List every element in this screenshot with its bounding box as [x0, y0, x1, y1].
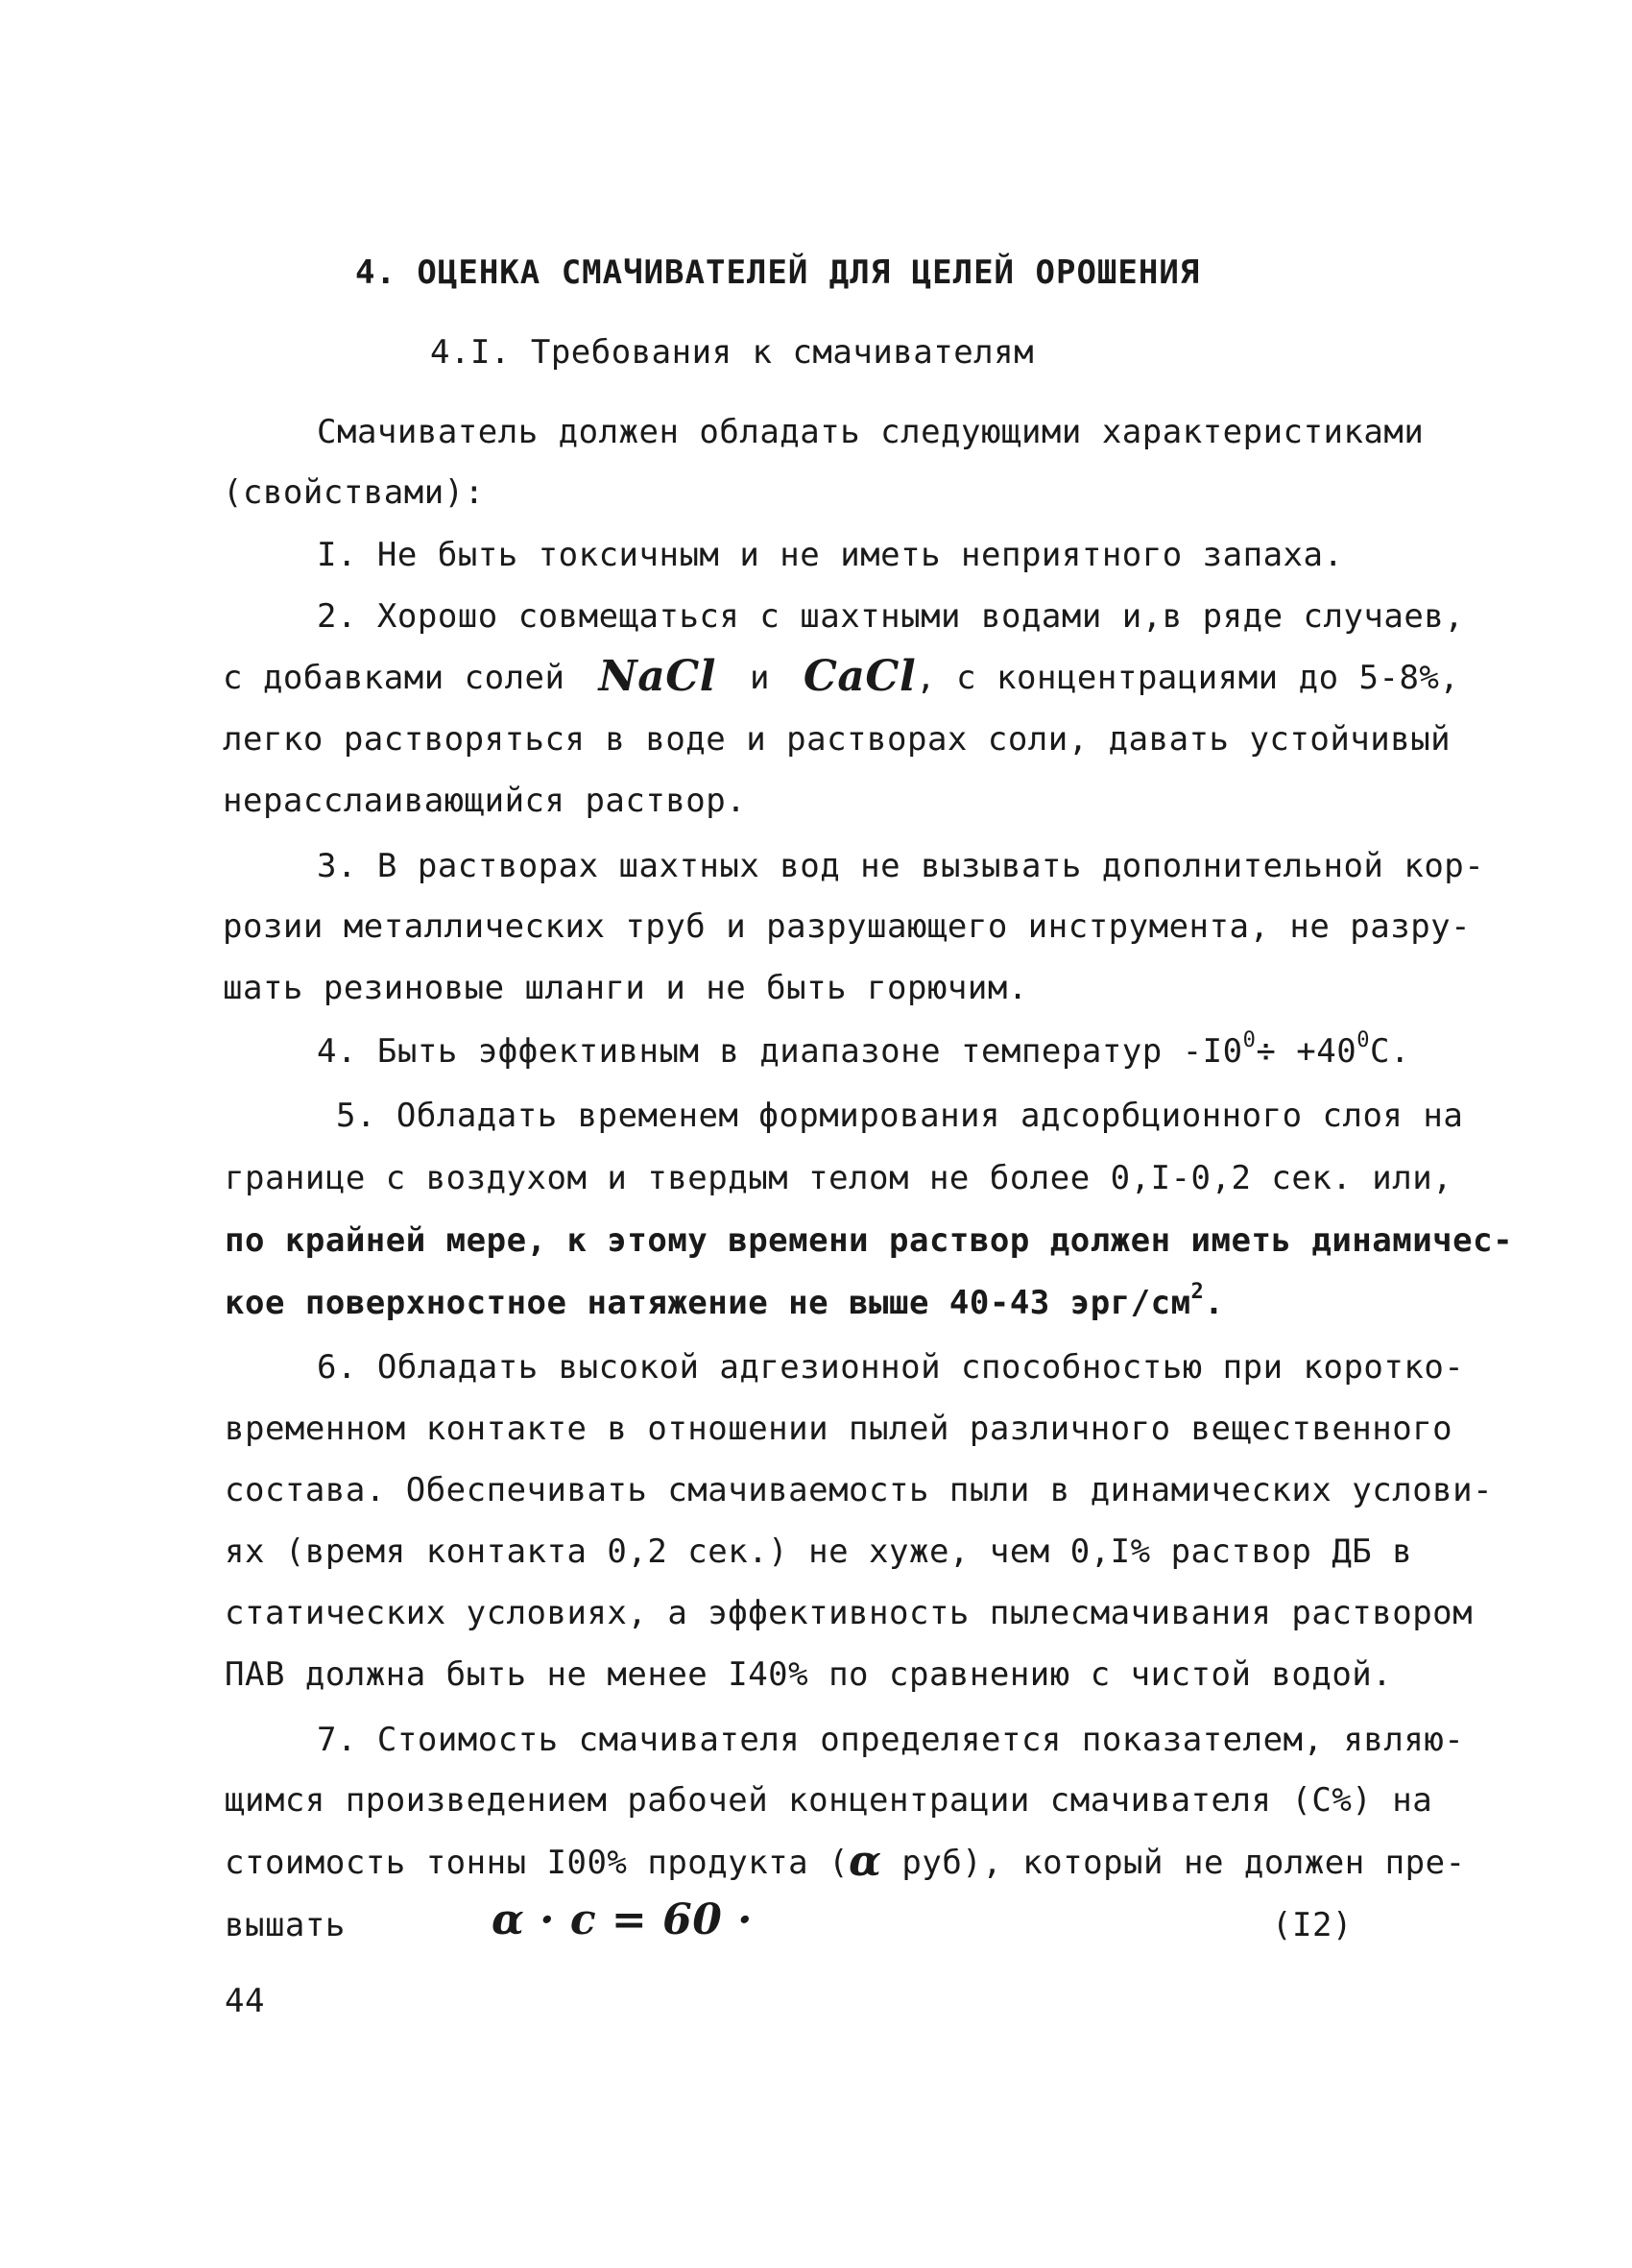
equation-number: (I2) — [1272, 1906, 1353, 1944]
section-title: 4. ОЦЕНКА СМАЧИВАТЕЛЕЙ ДЛЯ ЦЕЛЕЙ ОРОШЕНИЯ — [355, 253, 1201, 292]
section-subtitle: 4.I. Требования к смачивателям — [430, 333, 1035, 372]
paragraph-line — [225, 1282, 1224, 1324]
formula-cacl: CaCl — [803, 652, 917, 701]
line-text: ÷ +40 — [1256, 1032, 1357, 1071]
paragraph-line: шать резиновые шланги и не быть горючим. — [223, 969, 1028, 1007]
paragraph-line: розии металлических труб и разрушающего инструмента, не разру- — [223, 907, 1472, 946]
paragraph-line: ях (время контакта 0,2 сек.) не хуже, чем 0,I% раствор ДБ в — [225, 1532, 1413, 1571]
paragraph-line: легко растворяться в воде и растворах соли, давать устойчивый — [223, 720, 1452, 759]
superscript: 0 — [1356, 1028, 1370, 1052]
cost-formula: α · c = 60 · — [492, 1895, 753, 1944]
list-item-1: I. Не быть токсичным и не иметь неприятного запаха. — [317, 536, 1344, 574]
paragraph-line: Смачиватель должен обладать следующими характеристиками — [317, 413, 1425, 451]
list-item-3: 3. В растворах шахтных вод не вызывать дополнительной кор- — [317, 847, 1485, 885]
formula-alpha: α — [849, 1837, 882, 1886]
list-item-2: 2. Хорошо совмещаться с шахтными водами и,в ряде случаев, — [317, 597, 1465, 636]
paragraph-line: вышать — [225, 1906, 346, 1944]
paragraph-line: статических условиях, а эффективность пылесмачивания раствором — [225, 1594, 1474, 1632]
list-item-5: 5. Обладать временем формирования адсорбционного слоя на — [336, 1097, 1464, 1135]
line-text: С. — [1369, 1032, 1410, 1071]
superscript: 2 — [1190, 1280, 1205, 1304]
paragraph-line — [223, 652, 1460, 701]
line-text: с добавками солей — [223, 659, 565, 697]
formula-nacl: NaCl — [598, 652, 716, 701]
line-text: 4. Быть эффективным в диапазоне температур -I0 — [317, 1032, 1243, 1071]
paragraph-line: щимся произведением рабочей концентрации смачивателя (С%) на — [225, 1781, 1433, 1820]
paragraph-line: (свойствами): — [223, 473, 485, 512]
list-item-4 — [317, 1030, 1410, 1073]
page-number: 44 — [225, 1982, 265, 2020]
line-text: , с концентрациями до 5-8%, — [916, 659, 1460, 697]
paragraph-line: нерасслаивающийся раствор. — [223, 782, 747, 820]
paragraph-line: границе с воздухом и твердым телом не более 0,I-0,2 сек. или, — [225, 1159, 1453, 1197]
list-item-7: 7. Стоимость смачивателя определяется показателем, являю- — [317, 1721, 1465, 1759]
paragraph-line — [225, 1837, 1466, 1886]
superscript: 0 — [1242, 1028, 1257, 1052]
line-text: . — [1204, 1284, 1225, 1322]
paragraph-line: временном контакте в отношении пылей различного вещественного — [225, 1410, 1453, 1448]
line-text: кое поверхностное натяжение не выше 40-43 эрг/см — [225, 1284, 1191, 1322]
list-item-6: 6. Обладать высокой адгезионной способностью при коротко- — [317, 1348, 1465, 1387]
paragraph-line: состава. Обеспечивать смачиваемость пыли в динамических услови- — [225, 1471, 1494, 1509]
line-text: стоимость тонны I00% продукта ( — [225, 1844, 850, 1882]
line-text: и — [749, 659, 770, 697]
paragraph-line: по крайней мере, к этому времени раствор должен иметь динамичес- — [225, 1221, 1514, 1260]
paragraph-line: ПАВ должна быть не менее I40% по сравнению с чистой водой. — [225, 1655, 1393, 1694]
line-text: руб), который не должен пре- — [881, 1844, 1466, 1882]
